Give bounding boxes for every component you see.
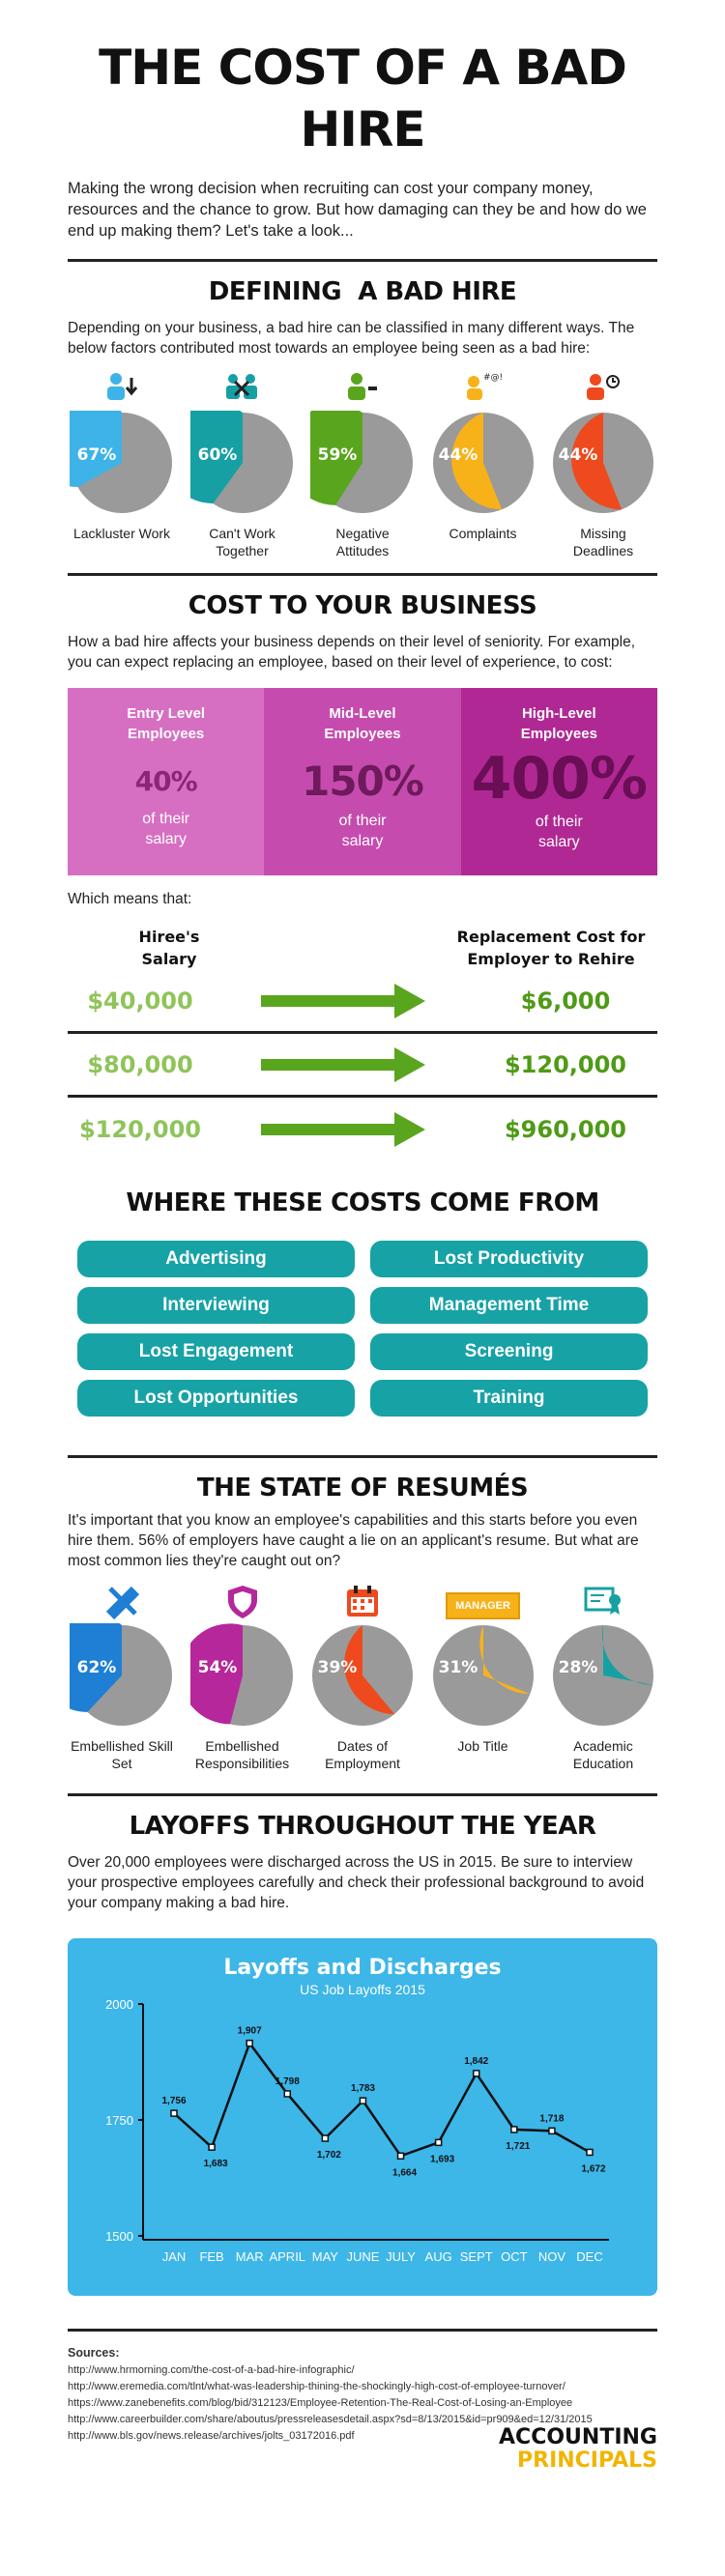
pie-label: Academic Education [572, 1738, 634, 1771]
salary-amount: $40,000 [87, 987, 193, 1015]
pie-percent: 44% [558, 445, 598, 465]
pie-label: Can't Work Together [209, 526, 276, 558]
x-tick-label: AUG [424, 2249, 452, 2264]
salary-row [68, 970, 657, 1034]
cost-source-pill: Screening [370, 1333, 648, 1370]
y-tick-label: 1750 [105, 2113, 133, 2128]
means-text: Which means that: [68, 891, 192, 907]
divider [68, 2329, 657, 2332]
salary-amount: $120,000 [78, 1116, 201, 1143]
manager-badge-icon [429, 1585, 537, 1619]
x-tick-label: MAY [311, 2249, 338, 2264]
data-label: 1,842 [464, 2055, 489, 2067]
pie-percent: 60% [197, 445, 237, 465]
salary-row [68, 1034, 657, 1098]
pie-percent: 31% [438, 1658, 478, 1677]
layoffs-heading: LAYOFFS THROUGHOUT THE YEAR [129, 1812, 596, 1841]
cost-heading: COST TO YOUR BUSINESS [188, 591, 537, 620]
pie-label: Job Title [457, 1738, 508, 1754]
resumes-text: It's important that you know an employee's capabilities and this starts before you even hire them. 56% of employers have caught a lie on an applicant's resume. But what are most common lies they're caught out on? [68, 1512, 639, 1569]
source-link[interactable]: http://www.eremedia.com/tlnt/what-was-leadership-thining-the-shockingly-high-cost-of-employee-turnover/ [68, 2381, 566, 2392]
resume-item [188, 1585, 297, 1772]
cost-sources-grid [68, 1241, 657, 1417]
pencil-ruler-icon [68, 1585, 176, 1619]
data-label: 1,702 [316, 2150, 341, 2161]
pie-percent: 54% [197, 1658, 237, 1677]
replacement-cost: $120,000 [504, 1050, 626, 1078]
sources-list [68, 2345, 657, 2480]
level-label: Mid-Level Employees [324, 705, 401, 742]
pie-percent: 44% [438, 445, 478, 465]
data-point [360, 2098, 365, 2104]
cost-source-pill: Interviewing [77, 1287, 355, 1324]
defining-item [188, 372, 297, 559]
resume-pies [68, 1585, 657, 1772]
salary-header: Hiree's Salary [138, 928, 200, 968]
shield-icon [188, 1585, 297, 1619]
defining-item [68, 372, 176, 559]
x-tick-label: NOV [537, 2249, 566, 2264]
person-complaint-icon [429, 372, 537, 407]
pie-chart [551, 1623, 655, 1728]
defining-item [549, 372, 657, 559]
person-clock-icon [549, 372, 657, 407]
arrow-right-icon [261, 1047, 425, 1082]
pie-percent: 62% [76, 1658, 117, 1677]
pie-percent: 67% [76, 445, 117, 465]
chart-subtitle: US Job Layoffs 2015 [300, 1982, 425, 1997]
accounting-principals-logo [499, 2426, 657, 2473]
content [68, 0, 657, 2480]
pie-chart [70, 411, 174, 515]
pie-label: Missing Deadlines [572, 526, 634, 558]
defining-item [308, 372, 417, 559]
source-link[interactable]: https://www.zanebenefits.com/blog/bid/312123/Employee-Retention-The-Real-Cost-of-Losing-an-Employee [68, 2397, 573, 2409]
x-tick-label: SEPT [459, 2249, 493, 2264]
calendar-icon [308, 1585, 417, 1619]
divider [68, 1793, 657, 1796]
salary-table-header [68, 926, 657, 970]
data-point [284, 2091, 290, 2097]
x-tick-label: JULY [386, 2249, 416, 2264]
replacement-cost: $6,000 [520, 987, 611, 1015]
pie-label: Embellished Skill Set [71, 1738, 173, 1771]
level-label: Entry Level Employees [127, 705, 206, 742]
certificate-icon [549, 1585, 657, 1619]
pie-chart [431, 411, 536, 515]
divider [68, 573, 657, 576]
salary-rows [68, 970, 657, 1161]
chart-title: Layoffs and Discharges [223, 1956, 502, 1980]
x-tick-label: JAN [161, 2249, 187, 2264]
level-percent: 40% [134, 765, 197, 797]
data-label: 1,683 [203, 2159, 228, 2170]
cost-levels [68, 688, 657, 875]
pie-percent: 39% [317, 1658, 358, 1677]
logo-line2: PRINCIPALS [517, 2448, 657, 2473]
sources-heading: Sources: [68, 2346, 120, 2360]
data-point [511, 2127, 517, 2132]
x-tick-label: APRIL [269, 2249, 306, 2264]
pie-chart [190, 1623, 295, 1728]
pie-chart [551, 411, 655, 515]
divider [68, 259, 657, 262]
resume-item [549, 1585, 657, 1772]
svg-text:#@!: #@! [482, 373, 503, 383]
data-label: 1,721 [506, 2140, 531, 2152]
pie-chart [310, 1623, 415, 1728]
data-label: 1,718 [539, 2113, 565, 2125]
data-label: 1,798 [275, 2075, 300, 2087]
salary-amount: $80,000 [87, 1050, 193, 1078]
level-of-salary: of their salary [535, 814, 583, 850]
cost-source-pill: Management Time [370, 1287, 648, 1324]
series-line [174, 2044, 590, 2157]
pie-label: Complaints [449, 526, 517, 541]
sources-of-cost-heading: WHERE THESE COSTS COME FROM [126, 1188, 599, 1217]
cost-source-pill: Lost Productivity [370, 1241, 648, 1277]
data-point [246, 2041, 252, 2046]
defining-text: Depending on your business, a bad hire can be classified in many different ways. The below factors contributed most towards an employee being seen as a bad hire: [68, 320, 635, 357]
data-point [587, 2149, 593, 2155]
data-point [171, 2110, 177, 2116]
resume-item [308, 1585, 417, 1772]
source-link[interactable]: http://www.bls.gov/news.release/archives/jolts_03172016.pdf [68, 2430, 355, 2442]
x-tick-label: JUNE [346, 2249, 380, 2264]
person-minus-icon [308, 372, 417, 407]
cost-source-pill: Lost Opportunities [77, 1380, 355, 1417]
intro-text: Making the wrong decision when recruiting can cost your company money, resources and the chance to grow. But how damaging can they be and how do we end up making them? Let's take a look... [68, 180, 647, 240]
pie-chart [310, 411, 415, 515]
defining-item [429, 372, 537, 559]
cost-level-mid [264, 688, 460, 875]
pie-chart [70, 1623, 174, 1728]
main-title: THE COST OF A BAD HIRE [99, 40, 626, 157]
pie-chart [190, 411, 295, 515]
cost-source-pill: Training [370, 1380, 648, 1417]
data-label: 1,756 [161, 2096, 187, 2107]
pie-chart [431, 1623, 536, 1728]
divider [68, 1455, 657, 1458]
x-tick-label: FEB [199, 2249, 224, 2264]
defining-heading: DEFINING A BAD HIRE [208, 277, 517, 306]
pie-percent: 59% [317, 445, 358, 465]
data-point [209, 2144, 215, 2150]
line-chart-svg [68, 2000, 657, 2290]
data-point [436, 2139, 442, 2145]
y-tick-label: 1500 [105, 2229, 133, 2244]
x-tick-label: DEC [576, 2249, 603, 2264]
pie-label: Negative Attitudes [335, 526, 390, 558]
source-link[interactable]: http://www.careerbuilder.com/share/aboutus/pressreleasesdetail.aspx?sd=8/13/2015&id=pr909&ed=12/31/2015 [68, 2414, 593, 2425]
salary-row [68, 1098, 657, 1161]
data-label: 1,693 [430, 2154, 455, 2165]
arrow-right-icon [261, 1112, 425, 1147]
resume-item [68, 1585, 176, 1772]
level-label: High-Level Employees [520, 705, 597, 742]
y-tick-label: 2000 [105, 2000, 133, 2012]
logo-line1: ACCOUNTING [499, 2425, 657, 2449]
pie-label: Dates of Employment [325, 1738, 400, 1771]
cost-text: How a bad hire affects your business depends on their level of seniority. For example, you can expect replacing an employee, based on their level of experience, to cost: [68, 634, 636, 671]
level-of-salary: of their salary [142, 811, 190, 847]
pie-label: Lackluster Work [72, 526, 171, 541]
data-point [322, 2135, 328, 2141]
resume-item [429, 1585, 537, 1772]
cost-level-high [461, 688, 657, 875]
source-link[interactable]: http://www.hrmorning.com/the-cost-of-a-bad-hire-infographic/ [68, 2364, 355, 2376]
data-point [549, 2128, 555, 2133]
level-percent: 400% [471, 745, 647, 813]
level-of-salary: of their salary [338, 813, 387, 849]
person-down-arrow-icon [68, 372, 176, 407]
replacement-header: Replacement Cost for Employer to Rehire [456, 928, 646, 968]
cost-source-pill: Advertising [77, 1241, 355, 1277]
layoffs-text: Over 20,000 employees were discharged across the US in 2015. Be sure to interview your prospective employees carefully and check their professional background to avoid your company making a bad hire. [68, 1854, 645, 1911]
defining-pies [68, 372, 657, 559]
x-tick-label: MAR [235, 2249, 264, 2264]
replacement-cost: $960,000 [504, 1116, 626, 1143]
cost-level-entry [68, 688, 264, 875]
manager-badge-text: MANAGER [446, 1592, 520, 1619]
pie-percent: 28% [558, 1658, 598, 1677]
arrow-right-icon [261, 984, 425, 1018]
x-tick-label: OCT [501, 2249, 528, 2264]
pie-label: Embellished Responsibilities [194, 1738, 290, 1771]
data-label: 1,664 [392, 2167, 418, 2179]
people-cross-icon [188, 372, 297, 407]
data-label: 1,783 [350, 2083, 375, 2095]
resumes-heading: THE STATE OF RESUMÉS [196, 1474, 529, 1503]
layoffs-chart [68, 1938, 657, 2296]
data-point [398, 2153, 404, 2159]
data-label: 1,672 [581, 2163, 606, 2175]
data-point [474, 2071, 479, 2076]
cost-source-pill: Lost Engagement [77, 1333, 355, 1370]
level-percent: 150% [302, 758, 423, 805]
data-label: 1,907 [237, 2025, 262, 2037]
